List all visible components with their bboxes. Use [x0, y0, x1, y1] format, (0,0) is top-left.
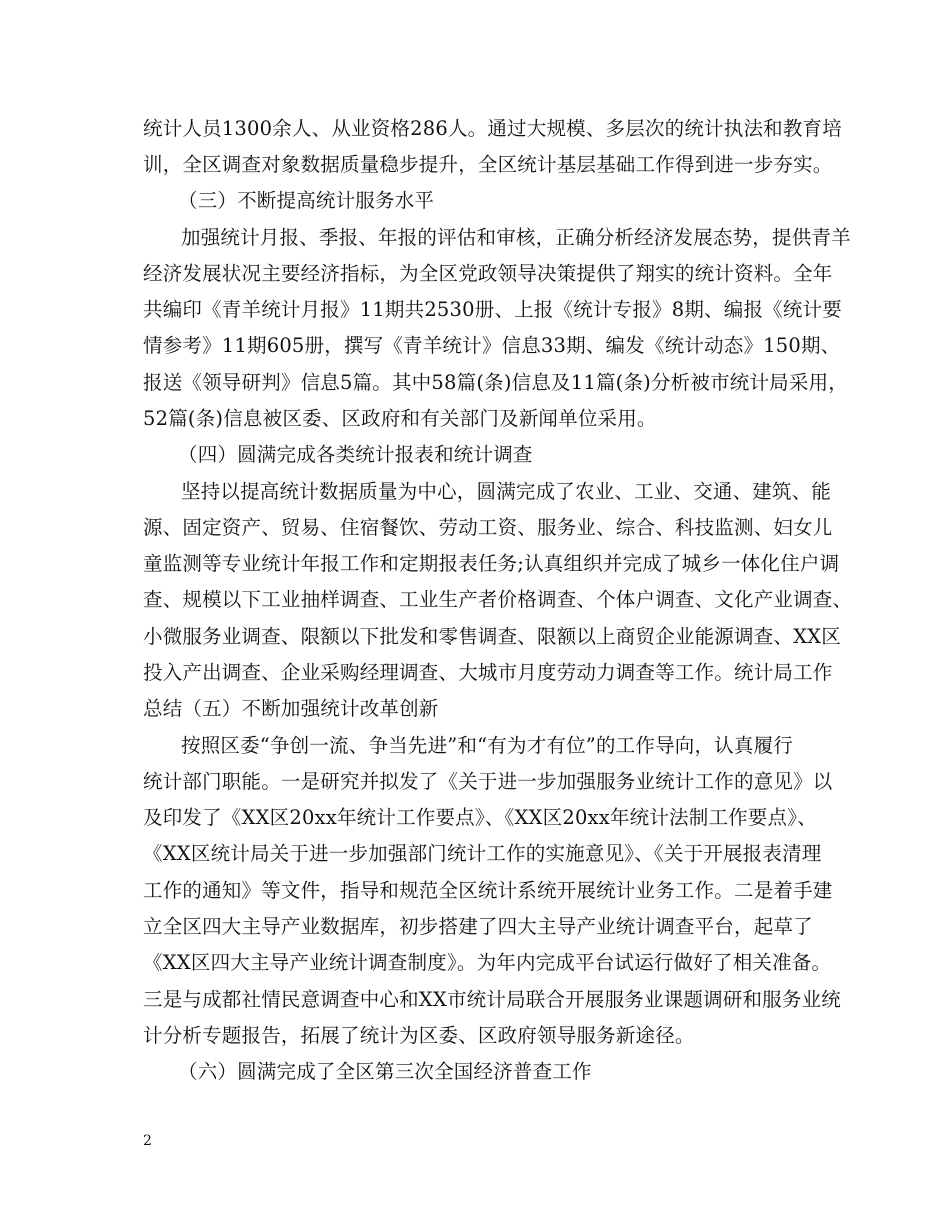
text-line: 计分析专题报告，拓展了统计为区委、区政府领导服务新途径。	[143, 1024, 695, 1047]
text-line: 经济发展状况主要经济指标，为全区党政领导决策提供了翔实的统计资料。全年	[143, 262, 833, 285]
paragraph-first-line: 坚持以提高统计数据质量为中心，圆满完成了农业、工业、交通、建筑、能	[181, 480, 832, 503]
section-heading: （六）圆满完成了全区第三次全国经济普查工作	[178, 1060, 592, 1083]
text-line: 统计人员1300余人、从业资格286人。通过大规模、多层次的统计执法和教育培	[143, 117, 842, 140]
text-line: 童监测等专业统计年报工作和定期报表任务;认真组织并完成了城乡一体化住户调	[143, 552, 840, 575]
paragraph-first-line: 按照区委“争创一流、争当先进”和“有为才有位”的工作导向，认真履行	[181, 734, 793, 757]
text-line: 共编印《青羊统计月报》11期共2530册、上报《统计专报》8期、编报《统计要	[143, 298, 842, 321]
text-line: 工作的通知》等文件，指导和规范全区统计系统开展统计业务工作。二是着手建	[143, 879, 833, 902]
text-line: 投入产出调查、企业采购经理调查、大城市月度劳动力调查等工作。统计局工作	[143, 661, 833, 684]
text-line: 统计部门职能。一是研究并拟发了《关于进一步加强服务业统计工作的意见》以	[143, 770, 833, 793]
text-line: 小微服务业调查、限额以下批发和零售调查、限额以上商贸企业能源调查、XX区	[143, 625, 841, 648]
text-line: 查、规模以下工业抽样调查、工业生产者价格调查、个体户调查、文化产业调查、	[143, 588, 853, 611]
text-line: 报送《领导研判》信息5篇。其中58篇(条)信息及11篇(条)分析被市统计局采用，	[143, 371, 848, 394]
text-line: 源、固定资产、贸易、住宿餐饮、劳动工资、服务业、综合、科技监测、妇女儿	[143, 516, 833, 539]
text-line: 立全区四大主导产业数据库，初步搭建了四大主导产业统计调查平台，起草了	[143, 915, 813, 938]
page-number: 2	[143, 1133, 152, 1149]
paragraph-first-line: 加强统计月报、季报、年报的评估和审核，正确分析经济发展态势，提供青羊	[181, 226, 851, 249]
text-line: 及印发了《XX区20xx年统计工作要点》、《XX区20xx年统计法制工作要点》、	[143, 806, 817, 829]
text-line: 总结（五）不断加强统计改革创新	[143, 697, 439, 720]
section-heading: （四）圆满完成各类统计报表和统计调查	[178, 443, 533, 466]
text-line: 《XX区四大主导产业统计调查制度》。为年内完成平台试运行做好了相关准备。	[143, 951, 832, 974]
text-line: 情参考》11期605册，撰写《青羊统计》信息33期、编发《统计动态》150期、	[143, 334, 841, 357]
section-heading: （三）不断提高统计服务水平	[178, 189, 435, 212]
text-line: 训，全区调查对象数据质量稳步提升，全区统计基层基础工作得到进一步夯实。	[143, 153, 833, 176]
text-line: 《XX区统计局关于进一步加强部门统计工作的实施意见》、《关于开展报表清理	[143, 842, 822, 865]
text-line: 52篇(条)信息被区委、区政府和有关部门及新闻单位采用。	[143, 407, 657, 430]
text-line: 三是与成都社情民意调查中心和XX市统计局联合开展服务业课题调研和服务业统	[143, 988, 841, 1011]
